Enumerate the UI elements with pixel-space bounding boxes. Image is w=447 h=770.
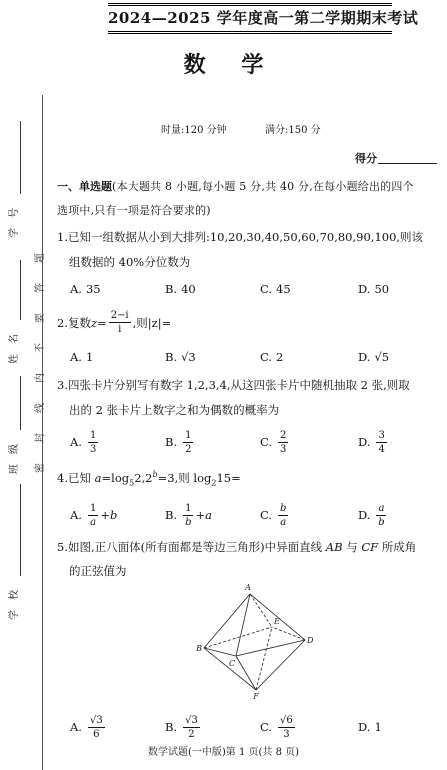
option-operator: + xyxy=(195,508,206,522)
q4-log-base1: 5 xyxy=(129,478,135,488)
option-variable: b xyxy=(109,508,118,522)
option-value: √3 xyxy=(181,350,196,364)
hidden-edge-f-e xyxy=(256,627,272,690)
fraction-denominator: b xyxy=(185,516,192,528)
q1-option-c xyxy=(260,281,291,297)
fraction-numerator: 1 xyxy=(185,502,192,514)
school-label: 学校 xyxy=(9,580,20,620)
vertex-label-e: E xyxy=(274,617,280,626)
full-score: 满分:150 分 xyxy=(265,125,321,136)
fraction-denominator: 3 xyxy=(280,443,287,455)
class-label: 班级 xyxy=(9,434,20,474)
q3-option-b xyxy=(165,428,195,456)
q4-option-b xyxy=(165,501,212,529)
class-field xyxy=(9,376,21,474)
option-label: D. xyxy=(358,350,371,364)
vertex-label-c: C xyxy=(228,659,236,668)
student-id-blank xyxy=(20,121,21,194)
fraction-denominator: b xyxy=(378,516,385,528)
fraction-denominator: 6 xyxy=(93,728,100,740)
q5-option-d xyxy=(358,713,382,741)
option-label: D. xyxy=(358,282,371,296)
name-label: 姓名 xyxy=(9,324,20,364)
option-label: C. xyxy=(260,435,273,449)
q2-option-d xyxy=(358,349,389,365)
edge-f-d xyxy=(256,640,305,690)
option-variable: a xyxy=(205,508,212,522)
q5-option-b xyxy=(165,713,202,741)
page-footer: 数学试题(一中版)第 1 页(共 8 页) xyxy=(147,747,300,758)
q1-option-b xyxy=(165,281,196,297)
q2-option-c xyxy=(260,349,283,365)
q5-text-b: 与 xyxy=(342,540,362,554)
score-blank xyxy=(378,163,437,164)
option-fraction xyxy=(278,715,295,740)
option-label: C. xyxy=(260,282,273,296)
option-label: D. xyxy=(358,435,371,449)
q1-option-d xyxy=(358,281,389,297)
option-fraction xyxy=(183,715,200,740)
subject-title: 数 学 xyxy=(183,52,278,78)
q4-log-base2: 2 xyxy=(211,478,217,488)
option-label: C. xyxy=(260,350,273,364)
hidden-edge-a-e xyxy=(250,594,272,627)
q4-options xyxy=(0,501,447,529)
q2-var: z xyxy=(90,315,98,330)
q3-stem-line1: 3.四张卡片分别写有数字 1,2,3,4,从这四张卡片中随机抽取 2 张,则取 xyxy=(57,378,410,392)
option-label: D. xyxy=(358,508,371,522)
fraction-denominator: 2 xyxy=(185,443,192,455)
option-value: 40 xyxy=(181,282,196,296)
option-label: A. xyxy=(70,282,82,296)
q2-suffix: ,则|z|= xyxy=(132,315,172,330)
q4-prefix: 4.已知 xyxy=(57,471,95,485)
score-label: 得分 xyxy=(355,152,377,165)
hidden-edge-d-e xyxy=(272,627,305,640)
fraction-numerator: √6 xyxy=(280,714,293,726)
option-label: A. xyxy=(70,435,82,449)
q4-tail: 15= xyxy=(216,471,241,485)
q2-fraction xyxy=(109,310,131,335)
fraction-numerator: √3 xyxy=(185,714,198,726)
fraction-denominator: 3 xyxy=(283,728,290,740)
fraction-denominator: a xyxy=(90,516,97,528)
option-fraction xyxy=(278,430,288,455)
seal-text: 密封线内不要答题 xyxy=(35,233,46,473)
option-label: D. xyxy=(358,720,371,734)
q4-option-a xyxy=(70,501,117,529)
vertex-label-b: B xyxy=(196,644,202,653)
student-id-label: 学号 xyxy=(9,198,20,238)
q1-options xyxy=(0,281,447,297)
option-value: 50 xyxy=(374,282,390,296)
option-label: B. xyxy=(165,508,178,522)
option-value: 1 xyxy=(85,350,94,364)
student-id-field xyxy=(9,121,21,238)
hidden-edge-b-e xyxy=(204,627,272,648)
option-label: A. xyxy=(70,720,82,734)
option-label: B. xyxy=(165,350,178,364)
q2-prefix: 2.复数 xyxy=(57,315,91,330)
q5-stem-line1 xyxy=(57,539,416,555)
q3-options xyxy=(0,428,447,456)
q5-option-a xyxy=(70,713,107,741)
option-label: A. xyxy=(70,508,82,522)
fraction-numerator: 1 xyxy=(89,429,97,441)
option-fraction xyxy=(88,503,98,528)
octahedron-figure xyxy=(195,580,320,700)
q4-stem xyxy=(57,470,241,486)
q2-stem xyxy=(57,309,171,336)
q4-option-d xyxy=(358,501,388,529)
fraction-denominator: 4 xyxy=(378,443,385,455)
section-desc: (本大题共 8 小题,每小题 5 分,共 40 分,在每小题给出的四个 xyxy=(112,180,414,193)
fraction-numerator: 2−i xyxy=(110,310,129,321)
option-value: 45 xyxy=(276,282,291,296)
q5-option-c xyxy=(260,713,297,741)
vertex-label-f: F xyxy=(253,692,259,700)
q1-stem-line2: 组数据的 40%分位数为 xyxy=(69,255,191,269)
q4-var-a: a xyxy=(94,471,102,485)
q2-eq: = xyxy=(97,315,107,330)
option-fraction xyxy=(88,430,98,455)
option-value: 1 xyxy=(374,720,382,734)
edge-a-b xyxy=(204,594,250,648)
option-fraction xyxy=(278,503,288,528)
q2-option-a xyxy=(70,349,93,365)
fraction-numerator: √3 xyxy=(89,714,103,726)
q3-option-d xyxy=(358,428,389,456)
fraction-denominator: i xyxy=(118,324,122,335)
q4-option-c xyxy=(260,501,290,529)
option-value: 35 xyxy=(85,282,101,296)
fraction-numerator: 1 xyxy=(185,429,192,441)
fraction-numerator: 2 xyxy=(280,429,287,441)
q4-eq1: =log xyxy=(101,471,130,485)
option-label: B. xyxy=(165,720,178,734)
q3-option-c xyxy=(260,428,290,456)
vertex-label-d: D xyxy=(307,636,314,645)
fraction-numerator: 3 xyxy=(378,429,385,441)
time-limit: 时量:120 分钟 xyxy=(161,125,227,136)
q5-stem-line2: 的正弦值为 xyxy=(69,564,127,578)
fraction-numerator: 1 xyxy=(89,502,97,514)
q5-line-cf: CF xyxy=(361,540,379,554)
q4-eq2: =3,则 log xyxy=(157,471,212,485)
section-heading-line1 xyxy=(57,178,414,194)
q4-arg1: 2,2 xyxy=(134,471,153,485)
fraction-denominator: 3 xyxy=(89,443,97,455)
q5-text-a: 5.如图,正八面体(所有面都是等边三角形)中异面直线 xyxy=(57,540,326,554)
option-fraction xyxy=(88,715,105,740)
vertex-label-a: A xyxy=(245,583,251,592)
fraction-numerator: b xyxy=(280,502,287,514)
edge-a-c xyxy=(236,594,250,656)
option-label: C. xyxy=(260,720,273,734)
section-title: 一、单选题 xyxy=(57,180,112,193)
fraction-denominator: 2 xyxy=(188,728,195,740)
option-label: C. xyxy=(260,508,273,522)
q1-stem-line1: 1.已知一组数据从小到大排列:10,20,30,40,50,60,70,80,90,100,则该 xyxy=(57,230,424,244)
section-heading-line2: 选项中,只有一项是符合要求的) xyxy=(57,204,211,217)
q4-exponent: b xyxy=(152,470,158,480)
fraction-denominator: a xyxy=(280,516,287,528)
option-value: 2 xyxy=(276,350,284,364)
q1-option-a xyxy=(70,281,101,297)
option-label: B. xyxy=(165,435,178,449)
edge-f-c xyxy=(236,656,256,690)
exam-title-banner: 2024—2025 学年度高一第二学期期末考试 xyxy=(108,3,392,34)
q3-stem-line2: 出的 2 张卡片上数字之和为偶数的概率为 xyxy=(69,403,280,417)
option-fraction xyxy=(183,430,193,455)
class-blank xyxy=(20,376,21,430)
school-blank xyxy=(20,484,21,576)
option-operator: + xyxy=(100,508,110,522)
q5-text-c: 所成角 xyxy=(378,540,417,554)
option-label: B. xyxy=(165,282,178,296)
edge-c-d xyxy=(236,640,305,656)
q5-line-ab: AB xyxy=(325,540,343,554)
q2-option-b xyxy=(165,349,196,365)
option-fraction xyxy=(183,503,193,528)
q5-options xyxy=(0,713,447,741)
q2-options xyxy=(0,349,447,365)
option-fraction xyxy=(376,503,386,528)
option-fraction xyxy=(376,430,386,455)
option-value: √5 xyxy=(374,350,390,364)
fraction-numerator: a xyxy=(378,502,385,514)
option-label: A. xyxy=(70,350,82,364)
q3-option-a xyxy=(70,428,100,456)
